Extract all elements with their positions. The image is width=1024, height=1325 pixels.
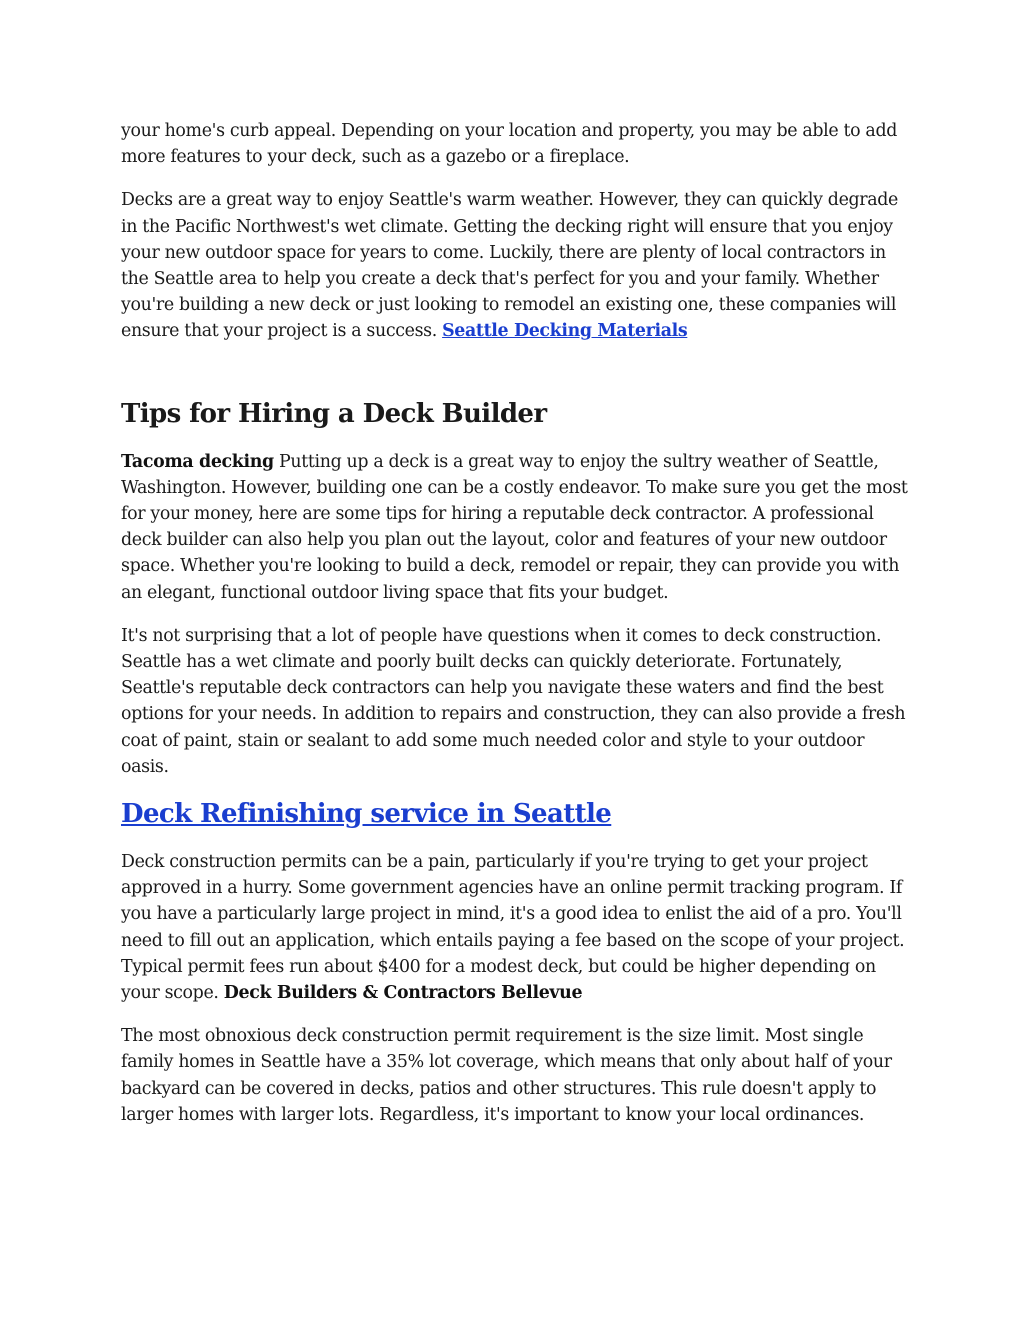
heading-tips-hiring: Tips for Hiring a Deck Builder xyxy=(121,398,547,429)
heading-deck-refinishing xyxy=(121,797,911,831)
tacoma-decking-bold: Tacoma decking xyxy=(121,451,274,472)
paragraph-permits-text: Deck construction permits can be a pain, particularly if you're trying to get your project approved in a hurry. Some government agencies have an online permit tracking program. If you have a particularly large project in mind, it's a good idea to enlist the aid of a pro. You'll need to fill out an application, which entails paying a fee based on the scope of your project. Typical permit fees run about $400 for a modest deck, but could be higher depending on your scope. xyxy=(121,852,905,1004)
paragraph-size-limit: The most obnoxious deck construction permit requirement is the size limit. Most single family homes in Seattle have a 35% lot coverage, which means that only about half of your backyard can be covered in decks, patios and other structures. This rule doesn't apply to larger homes with larger lots. Regardless, it's important to know your local ordinances. xyxy=(121,1026,892,1125)
paragraph-tacoma-decking xyxy=(121,449,911,606)
paragraph-permits xyxy=(121,849,911,1006)
deck-builders-bellevue-bold: Deck Builders & Contractors Bellevue xyxy=(223,983,583,1004)
paragraph-tacoma-decking-text: Putting up a deck is a great way to enjoy the sultry weather of Seattle, Washington. However, building one can be a costly endeavor. To make sure you get the most for your money, here are some tips for hiring a reputable deck contractor. A professional deck builder can also help you plan out the layout, color and features of your new outdoor space. Whether you're looking to build a deck, remodel or repair, they can provide you with an elegant, functional outdoor living space that fits your budget. xyxy=(121,451,908,603)
deck-refinishing-link[interactable]: Deck Refinishing service in Seattle xyxy=(121,799,612,830)
paragraph-curb-appeal: your home's curb appeal. Depending on your location and property, you may be able to add more features to your deck, such as a gazebo or a fireplace. xyxy=(121,121,898,168)
seattle-decking-materials-link[interactable]: Seattle Decking Materials xyxy=(442,321,688,342)
paragraph-seattle-weather-text: Decks are a great way to enjoy Seattle's warm weather. However, they can quickly degrade in the Pacific Northwest's wet climate. Getting the decking right will ensure that you enjoy your new outdoor space for years to come. Luckily, there are plenty of local contractors in the Seattle area to help you create a deck that's perfect for you and your family. Whether you're building a new deck or just looking to remodel an existing one, these companies will ensure that your project is a success. xyxy=(121,190,898,342)
document-page xyxy=(121,118,911,1128)
paragraph-deck-construction-questions: It's not surprising that a lot of people have questions when it comes to deck construction. Seattle has a wet climate and poorly built decks can quickly deteriorate. Fortunately, Seattle's reputable deck contractors can help you navigate these waters and find the best options for your needs. In addition to repairs and construction, they can also provide a fresh coat of paint, stain or sealant to add some much needed color and style to your outdoor oasis. xyxy=(121,625,906,777)
paragraph-seattle-weather xyxy=(121,187,911,344)
